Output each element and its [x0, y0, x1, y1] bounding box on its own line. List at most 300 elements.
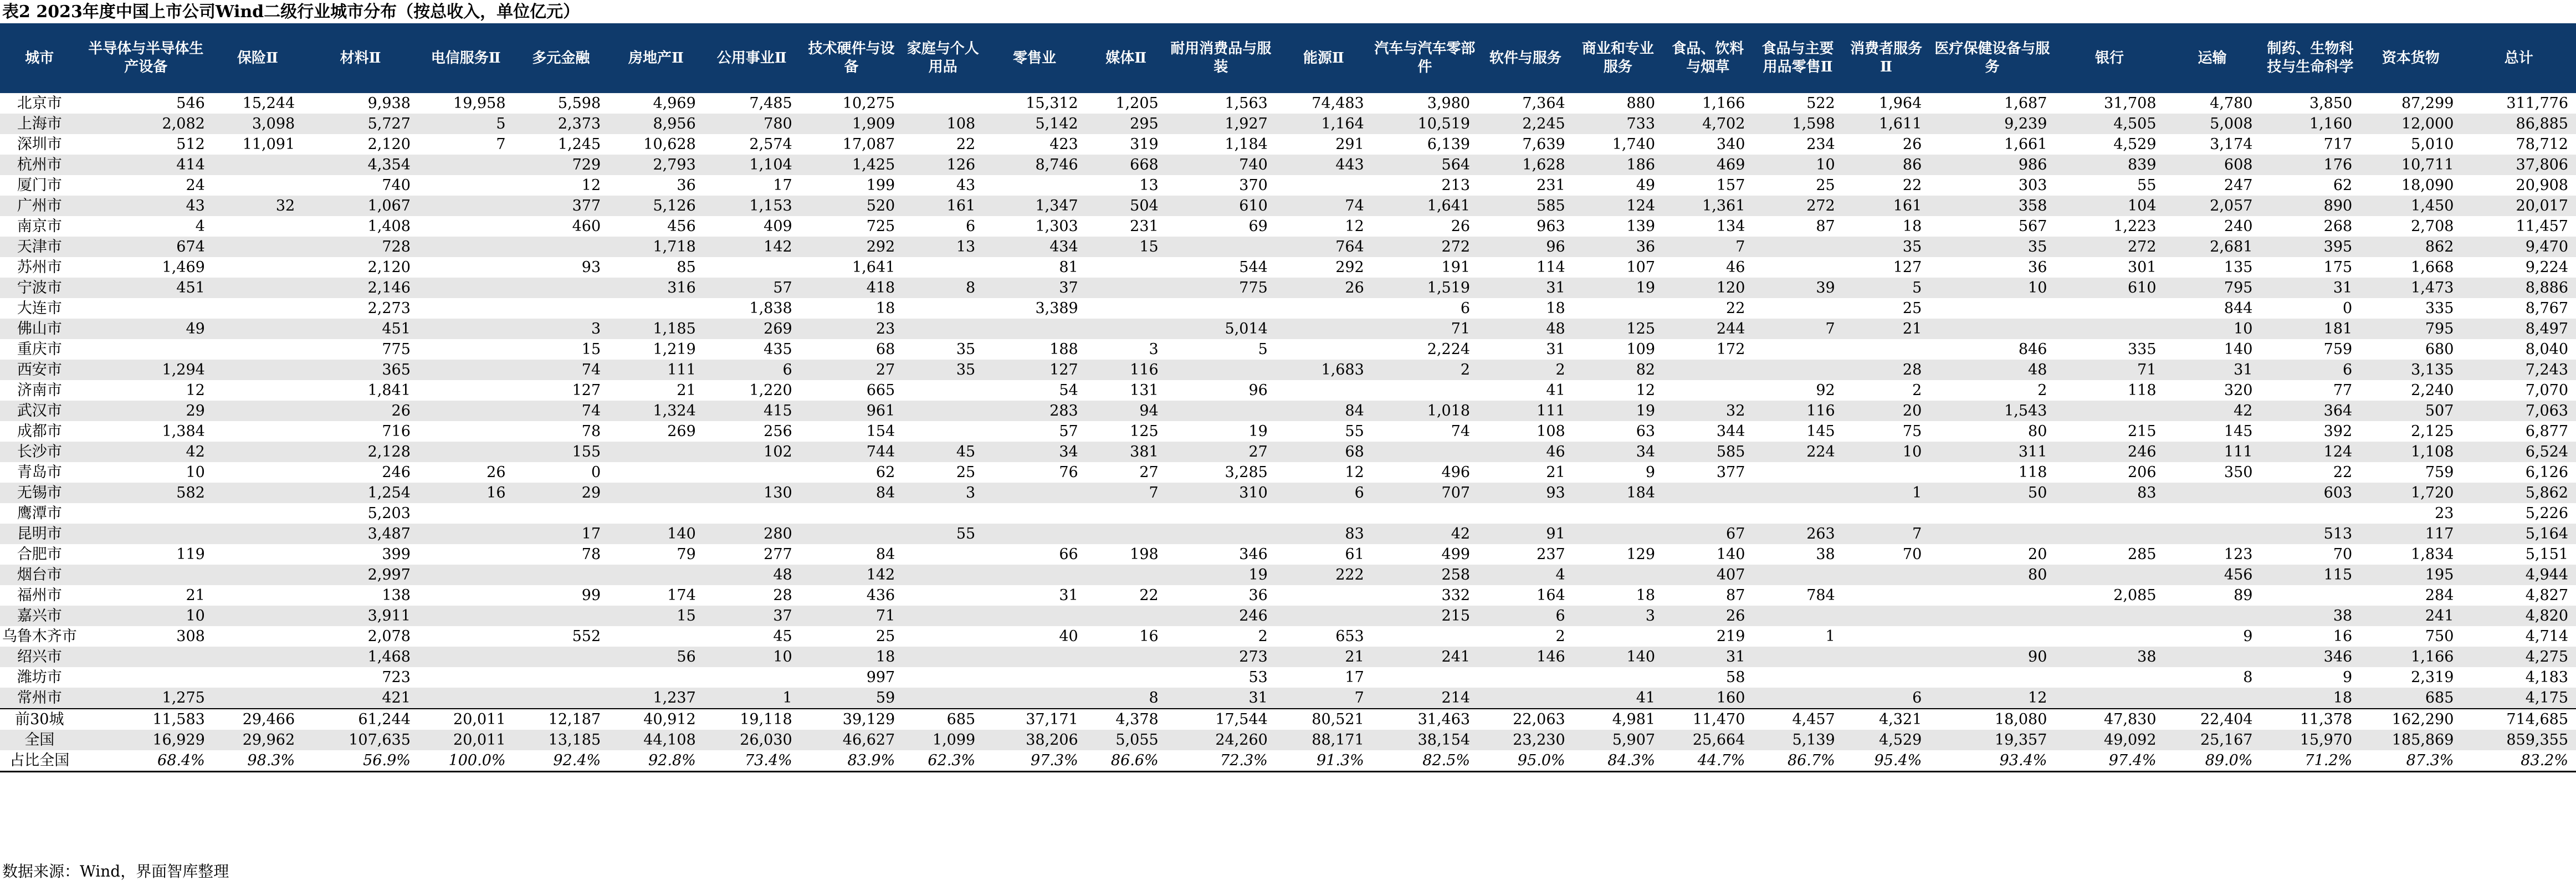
value-cell: 84 — [875, 546, 895, 563]
value-cell: 111 — [2164, 442, 2261, 462]
value-cell — [2055, 565, 2164, 585]
value-cell: 377 — [514, 196, 609, 216]
value-cell: 15,970 — [2260, 730, 2360, 750]
value-cell: 4,175 — [2461, 688, 2576, 709]
value-cell: 17,087 — [842, 136, 895, 153]
value-cell: 71 — [2055, 360, 2164, 380]
value-cell: 75 — [1902, 423, 1922, 440]
value-cell: 1,220 — [749, 382, 792, 399]
city-cell: 西安市 — [0, 360, 79, 380]
value-cell: 62.3% — [903, 750, 983, 772]
value-cell: 1,275 — [79, 688, 213, 709]
value-cell: 308 — [176, 628, 205, 645]
value-cell — [213, 606, 303, 626]
value-cell: 86.6% — [1086, 750, 1166, 772]
value-cell — [1166, 298, 1276, 319]
value-cell: 61,244 — [303, 709, 418, 730]
value-cell: 729 — [514, 155, 609, 175]
value-cell: 102 — [704, 442, 800, 462]
value-cell: 280 — [704, 524, 800, 544]
city-cell: 深圳市 — [17, 136, 62, 153]
value-cell: 140 — [2224, 341, 2253, 358]
value-cell: 1,324 — [608, 401, 704, 421]
city-cell: 乌鲁木齐市 — [2, 628, 77, 645]
value-cell — [704, 667, 800, 688]
value-cell: 72.3% — [1166, 750, 1276, 772]
value-cell: 19 — [1573, 278, 1663, 298]
value-cell: 42 — [2164, 401, 2261, 421]
table-row — [0, 360, 2576, 380]
value-cell — [1573, 524, 1663, 544]
value-cell: 1,641 — [1372, 196, 1478, 216]
value-cell: 759 — [2323, 341, 2353, 358]
value-cell — [213, 216, 303, 237]
value-cell: 34 — [983, 442, 1086, 462]
value-cell — [800, 524, 903, 544]
value-cell: 4,529 — [2113, 136, 2157, 153]
value-cell: 92 — [1816, 382, 1835, 399]
value-cell: 1,687 — [2004, 95, 2047, 112]
value-cell — [418, 155, 514, 175]
value-cell: 18 — [1902, 218, 1922, 235]
value-cell: 46,627 — [800, 730, 903, 750]
city-cell: 绍兴市 — [0, 647, 79, 667]
value-cell: 4,714 — [2525, 628, 2568, 645]
value-cell: 1,834 — [2411, 546, 2454, 563]
value-cell: 344 — [1716, 423, 1745, 440]
value-cell: 8,497 — [2461, 319, 2576, 339]
value-cell: 118 — [2018, 464, 2047, 481]
value-cell: 97.3% — [983, 750, 1086, 772]
value-cell: 961 — [800, 401, 903, 421]
value-cell — [1276, 339, 1372, 360]
value-cell: 104 — [2055, 196, 2164, 216]
city-cell: 重庆市 — [17, 341, 62, 358]
value-cell — [514, 606, 609, 626]
value-cell: 127 — [983, 360, 1086, 380]
value-cell: 29,466 — [213, 709, 303, 730]
value-cell: 138 — [382, 587, 411, 604]
value-cell — [213, 544, 303, 565]
value-cell: 116 — [1753, 401, 1842, 421]
value-cell — [903, 626, 983, 647]
value-cell — [418, 688, 514, 709]
value-cell: 6,524 — [2461, 442, 2576, 462]
column-header: 材料Ⅱ — [303, 23, 418, 93]
value-cell: 392 — [2323, 423, 2353, 440]
value-cell: 4 — [195, 218, 205, 235]
value-cell: 19,958 — [453, 95, 506, 112]
value-cell — [79, 524, 213, 544]
value-cell: 19 — [1573, 401, 1663, 421]
value-cell — [213, 175, 303, 196]
value-cell: 27 — [1139, 464, 1159, 481]
value-cell — [418, 278, 514, 298]
value-cell — [514, 565, 609, 585]
value-cell: 42 — [1372, 524, 1478, 544]
value-cell: 1,543 — [1929, 401, 2055, 421]
value-cell: 246 — [1166, 606, 1276, 626]
value-cell: 8 — [2243, 669, 2253, 686]
value-cell — [418, 257, 514, 278]
value-cell — [213, 360, 303, 380]
value-cell: 198 — [1130, 546, 1159, 563]
value-cell: 301 — [2127, 259, 2157, 276]
value-cell: 1,598 — [1753, 114, 1842, 134]
value-cell — [1753, 298, 1842, 319]
value-cell: 55 — [1345, 423, 1364, 440]
value-cell — [1663, 483, 1753, 503]
column-header: 食品、饮料与烟草 — [1663, 23, 1753, 93]
value-cell — [2055, 688, 2164, 709]
value-cell: 2,273 — [367, 300, 411, 317]
value-cell — [213, 667, 303, 688]
value-cell — [903, 647, 983, 667]
value-cell: 186 — [1573, 155, 1663, 175]
value-cell: 3,980 — [1427, 95, 1471, 112]
value-cell — [983, 175, 1086, 196]
value-cell: 20,908 — [2516, 177, 2568, 194]
value-cell: 12 — [1345, 218, 1364, 235]
value-cell: 234 — [1806, 136, 1835, 153]
value-cell: 17 — [1345, 669, 1364, 686]
value-cell: 608 — [2164, 155, 2261, 175]
value-cell — [2164, 483, 2261, 503]
value-cell: 5,014 — [1166, 319, 1276, 339]
value-cell — [1086, 298, 1166, 319]
value-cell: 22 — [956, 136, 976, 153]
value-cell: 295 — [1086, 114, 1166, 134]
value-cell: 162,290 — [2360, 709, 2461, 730]
value-cell: 3 — [1149, 341, 1159, 358]
value-cell — [608, 462, 704, 483]
value-cell: 5 — [1843, 278, 1930, 298]
value-cell: 963 — [1537, 218, 1565, 235]
value-cell: 1,219 — [653, 341, 696, 358]
column-header: 保险Ⅱ — [213, 23, 303, 93]
value-cell — [983, 565, 1086, 585]
value-cell: 35 — [1929, 237, 2055, 257]
value-cell — [2164, 688, 2261, 709]
column-header: 医疗保健设备与服务 — [1929, 23, 2055, 93]
value-cell: 123 — [2224, 546, 2253, 563]
value-cell — [1843, 647, 1930, 667]
value-cell: 31,463 — [1372, 709, 1478, 730]
city-cell: 大连市 — [17, 300, 62, 317]
value-cell — [2055, 626, 2164, 647]
value-cell: 24 — [186, 177, 205, 194]
value-cell: 1,361 — [1663, 196, 1753, 216]
value-cell: 1,164 — [1276, 114, 1372, 134]
value-cell: 9,470 — [2461, 237, 2576, 257]
table-row — [0, 257, 2576, 278]
value-cell: 25 — [1816, 177, 1835, 194]
value-cell — [1843, 667, 1930, 688]
value-cell: 71 — [800, 606, 903, 626]
value-cell: 5,862 — [2461, 483, 2576, 503]
value-cell: 26 — [1276, 278, 1372, 298]
column-header: 软件与服务 — [1478, 23, 1573, 93]
value-cell: 6 — [1478, 606, 1573, 626]
value-cell: 10 — [1753, 155, 1842, 175]
value-cell: 92.8% — [608, 750, 704, 772]
value-cell: 82 — [1573, 360, 1663, 380]
value-cell — [1843, 462, 1930, 483]
value-cell — [2260, 503, 2360, 524]
value-cell: 880 — [1626, 95, 1656, 112]
value-cell: 29 — [514, 483, 609, 503]
column-header: 半导体与半导体生产设备 — [79, 23, 213, 93]
value-cell — [213, 688, 303, 709]
value-cell: 9 — [1645, 464, 1656, 481]
column-header: 公用事业Ⅱ — [704, 23, 800, 93]
value-cell: 71.2% — [2260, 750, 2360, 772]
value-cell: 127 — [1893, 259, 1922, 276]
value-cell: 7,485 — [749, 95, 792, 112]
value-cell — [213, 257, 303, 278]
value-cell: 49,092 — [2055, 730, 2164, 750]
value-cell: 32 — [213, 196, 303, 216]
table-row — [0, 688, 2576, 709]
value-cell: 94 — [1086, 401, 1166, 421]
value-cell: 544 — [1239, 259, 1268, 276]
value-cell: 34 — [1573, 442, 1663, 462]
value-cell — [1929, 298, 2055, 319]
value-cell: 231 — [1537, 177, 1565, 194]
value-cell: 124 — [2260, 442, 2360, 462]
value-cell: 125 — [1130, 423, 1159, 440]
value-cell: 81 — [1059, 259, 1078, 276]
value-cell: 131 — [1130, 382, 1159, 399]
value-cell: 399 — [382, 546, 411, 563]
value-cell: 277 — [764, 546, 792, 563]
value-cell: 68.4% — [79, 750, 213, 772]
city-cell: 苏州市 — [17, 259, 62, 276]
value-cell: 1,563 — [1225, 95, 1268, 112]
value-cell: 92.4% — [514, 750, 609, 772]
value-cell — [608, 626, 704, 647]
table-row — [0, 442, 2576, 462]
column-header: 银行 — [2055, 23, 2164, 93]
value-cell: 4,321 — [1843, 709, 1930, 730]
column-header: 媒体Ⅱ — [1086, 23, 1166, 93]
value-cell: 21 — [1843, 319, 1930, 339]
value-cell: 15 — [1086, 237, 1166, 257]
value-cell: 340 — [1716, 136, 1745, 153]
value-cell: 2,681 — [2164, 237, 2261, 257]
table-row — [0, 503, 2576, 524]
value-cell: 22,404 — [2164, 709, 2261, 730]
value-cell — [1086, 257, 1166, 278]
value-cell: 40 — [1059, 628, 1078, 645]
value-cell — [418, 298, 514, 319]
value-cell: 5,164 — [2461, 524, 2576, 544]
value-cell: 23,230 — [1478, 730, 1573, 750]
value-cell: 2 — [1555, 628, 1565, 645]
value-cell: 13 — [1139, 177, 1159, 194]
value-cell: 83 — [2055, 483, 2164, 503]
value-cell — [1372, 667, 1478, 688]
value-cell: 26 — [1663, 606, 1753, 626]
value-cell: 3,098 — [213, 114, 303, 134]
value-cell: 496 — [1441, 464, 1471, 481]
value-cell — [514, 667, 609, 688]
value-cell: 215 — [2127, 423, 2157, 440]
value-cell: 1 — [1825, 628, 1835, 645]
value-cell: 319 — [1130, 136, 1159, 153]
value-cell: 1,303 — [1035, 218, 1078, 235]
value-cell: 507 — [2360, 401, 2461, 421]
table-caption: 表2 2023年度中国上市公司Wind二级行业城市分布（按总收入，单位亿元） — [2, 2, 580, 22]
value-cell: 46 — [1478, 442, 1573, 462]
value-cell: 5,126 — [608, 196, 704, 216]
value-cell: 674 — [79, 237, 213, 257]
value-cell: 139 — [1626, 218, 1656, 235]
value-cell: 381 — [1086, 442, 1166, 462]
value-cell — [213, 155, 303, 175]
value-cell: 6,877 — [2525, 423, 2568, 440]
value-cell: 5,139 — [1753, 730, 1842, 750]
table-row — [0, 298, 2576, 319]
value-cell: 11,583 — [79, 709, 213, 730]
value-cell: 18 — [875, 300, 895, 317]
city-cell: 青岛市 — [17, 464, 62, 481]
value-cell: 29 — [79, 401, 213, 421]
value-cell: 39,129 — [800, 709, 903, 730]
value-cell: 291 — [1335, 136, 1364, 153]
city-cell: 宁波市 — [0, 278, 79, 298]
value-cell — [2055, 524, 2164, 544]
value-cell — [704, 462, 800, 483]
value-cell: 134 — [1716, 218, 1745, 235]
value-cell: 31 — [1166, 688, 1276, 709]
value-cell: 716 — [382, 423, 411, 440]
column-header: 汽车与汽车零部件 — [1372, 23, 1478, 93]
value-cell: 83 — [1276, 524, 1372, 544]
value-cell — [213, 565, 303, 585]
value-cell: 21 — [677, 382, 696, 399]
value-cell: 18 — [1546, 300, 1565, 317]
city-cell: 合肥市 — [17, 546, 62, 563]
value-cell: 80 — [2028, 423, 2047, 440]
value-cell: 4,457 — [1753, 709, 1842, 730]
value-cell: 456 — [2164, 565, 2261, 585]
value-cell: 87.3% — [2360, 750, 2461, 772]
value-cell: 3 — [514, 319, 609, 339]
value-cell: 9,224 — [2525, 259, 2568, 276]
value-cell: 733 — [1573, 114, 1663, 134]
value-cell: 5,008 — [2164, 114, 2261, 134]
value-cell: 58 — [1726, 669, 1745, 686]
value-cell: 5,055 — [1086, 730, 1166, 750]
value-cell — [1086, 565, 1166, 585]
value-cell — [1753, 565, 1842, 585]
city-cell: 福州市 — [17, 587, 62, 604]
value-cell: 84.3% — [1573, 750, 1663, 772]
value-cell: 176 — [2260, 155, 2360, 175]
value-cell: 111 — [608, 360, 704, 380]
value-cell: 140 — [1573, 647, 1663, 667]
value-cell: 8,767 — [2525, 300, 2568, 317]
value-cell: 13 — [903, 237, 983, 257]
value-cell: 0 — [2343, 300, 2353, 317]
value-cell: 117 — [2360, 524, 2461, 544]
table-row — [0, 93, 2576, 114]
value-cell — [1086, 278, 1166, 298]
value-cell — [608, 298, 704, 319]
value-cell: 22 — [1902, 177, 1922, 194]
value-cell — [800, 503, 903, 524]
data-source-note: 数据来源：Wind，界面智库整理 — [2, 862, 229, 880]
value-cell — [1276, 319, 1372, 339]
value-cell — [903, 380, 983, 401]
value-cell: 8,746 — [983, 155, 1086, 175]
value-cell: 56 — [608, 647, 704, 667]
value-cell: 1,205 — [1115, 95, 1159, 112]
value-cell — [79, 667, 213, 688]
value-cell: 714,685 — [2461, 709, 2576, 730]
city-cell: 成都市 — [17, 423, 62, 440]
value-cell — [1166, 503, 1276, 524]
value-cell: 161 — [1843, 196, 1930, 216]
value-cell — [983, 503, 1086, 524]
value-cell: 70 — [2333, 546, 2353, 563]
value-cell: 20 — [1843, 401, 1930, 421]
value-cell: 780 — [704, 114, 800, 134]
value-cell: 364 — [2260, 401, 2360, 421]
value-cell: 680 — [2425, 341, 2454, 358]
value-cell: 4,529 — [1843, 730, 1930, 750]
value-cell: 1,641 — [852, 259, 895, 276]
value-cell: 269 — [704, 319, 800, 339]
value-cell: 320 — [2224, 382, 2253, 399]
city-cell: 嘉兴市 — [0, 606, 79, 626]
column-header: 耐用消费品与服装 — [1166, 23, 1276, 93]
value-cell: 213 — [1441, 177, 1471, 194]
value-cell: 1 — [1843, 483, 1930, 503]
value-cell: 37 — [704, 606, 800, 626]
value-cell: 22 — [1726, 300, 1745, 317]
value-cell: 6 — [1843, 688, 1930, 709]
value-cell: 188 — [1049, 341, 1078, 358]
value-cell: 2,708 — [2411, 218, 2454, 235]
value-cell: 2 — [2037, 382, 2047, 399]
value-cell: 79 — [677, 546, 696, 563]
value-cell — [1276, 175, 1372, 196]
value-cell: 11,457 — [2516, 218, 2568, 235]
value-cell: 332 — [1441, 587, 1471, 604]
value-cell — [1573, 565, 1663, 585]
value-cell: 4 — [1478, 565, 1573, 585]
value-cell: 56.9% — [303, 750, 418, 772]
value-cell: 499 — [1441, 546, 1471, 563]
value-cell: 22 — [2333, 464, 2353, 481]
city-cell: 杭州市 — [0, 155, 79, 175]
value-cell: 90 — [1929, 647, 2055, 667]
value-cell: 9 — [2243, 628, 2253, 645]
value-cell: 3,285 — [1225, 464, 1268, 481]
value-cell: 610 — [1166, 196, 1276, 216]
table-row — [0, 585, 2576, 606]
value-cell: 91 — [1478, 524, 1573, 544]
value-cell: 284 — [2425, 587, 2454, 604]
value-cell: 414 — [79, 155, 213, 175]
value-cell: 27 — [1166, 442, 1276, 462]
value-cell — [903, 503, 983, 524]
value-cell: 443 — [1276, 155, 1372, 175]
value-cell: 74,483 — [1312, 95, 1364, 112]
value-cell: 20 — [2028, 546, 2047, 563]
